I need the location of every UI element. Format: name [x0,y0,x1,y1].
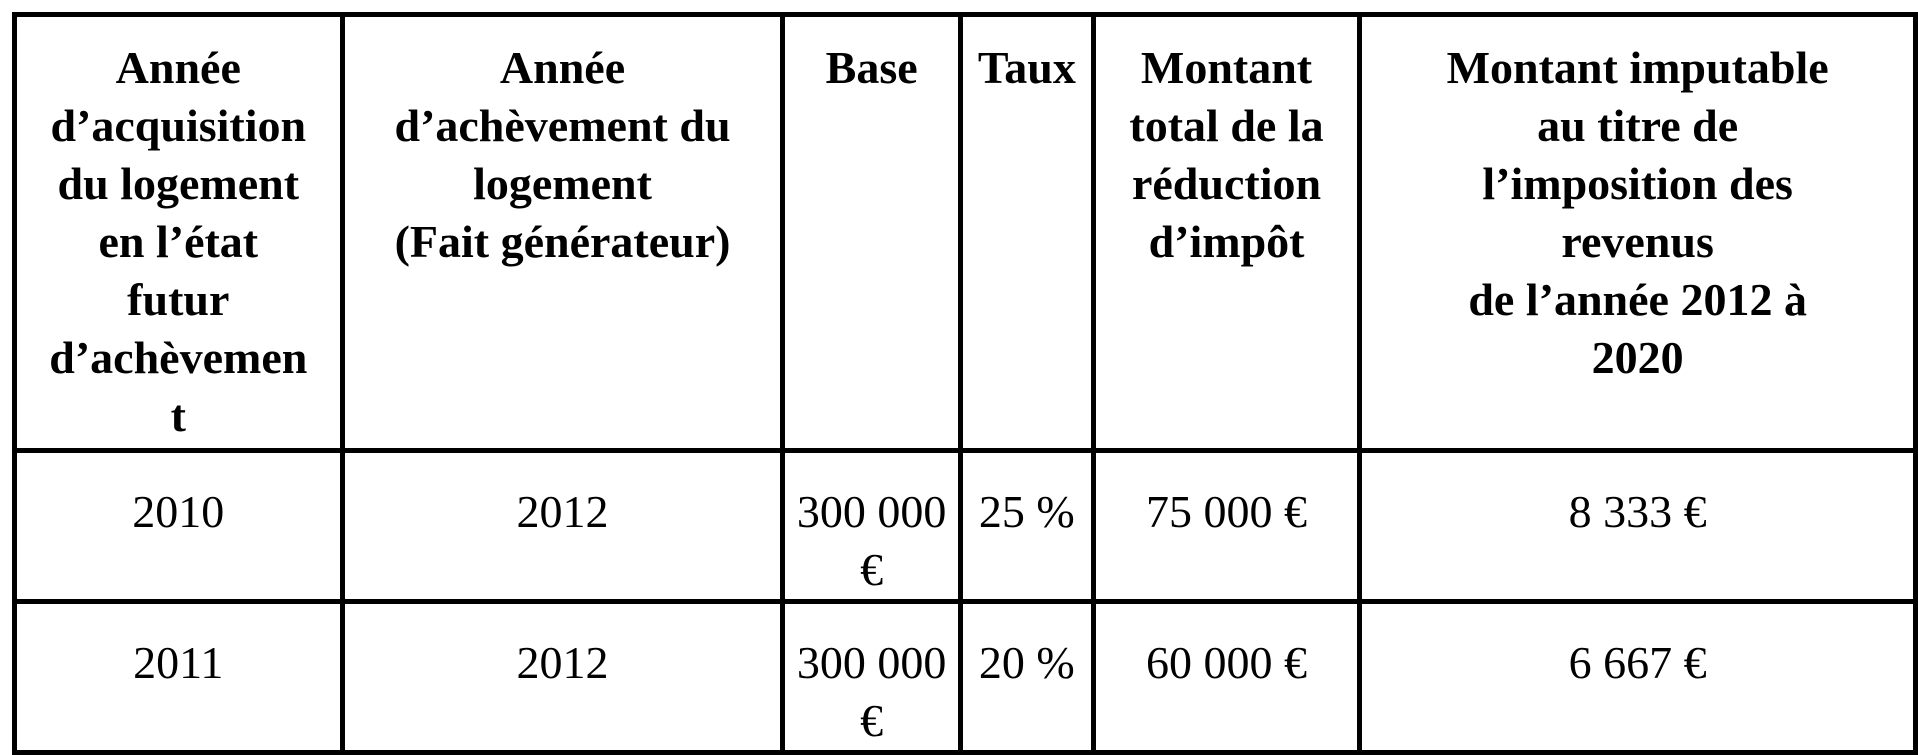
header-total-reduction [1093,15,1360,451]
cell-imputable-amount [1360,451,1916,602]
header-label: Montant imputable au titre de l’imposition des revenus de l’année 2012 à 2020 [1446,42,1829,383]
header-label: Taux [977,42,1076,93]
cell-rate [960,602,1093,753]
cell-completion-year [342,602,783,753]
cell-text: 2011 [133,637,224,688]
header-label: Montant total de la réduction d’impôt [1129,42,1324,267]
cell-text: 2012 [516,637,609,688]
cell-completion-year [342,451,783,602]
cell-text: 75 000 € [1146,486,1308,537]
table-header-row [15,15,1916,451]
header-rate [960,15,1093,451]
cell-text: 25 % [978,486,1075,537]
cell-acquisition-year [15,602,343,753]
cell-total-reduction [1093,602,1360,753]
header-label: Année d’achèvement du logement (Fait générateur) [394,42,731,267]
table-row [15,602,1916,753]
header-base [783,15,960,451]
cell-acquisition-year [15,451,343,602]
cell-imputable-amount [1360,602,1916,753]
cell-text: 20 % [978,637,1075,688]
cell-text: 60 000 € [1146,637,1308,688]
cell-text: 300 000 € [796,486,947,595]
table-row [15,451,1916,602]
header-imputable-amount [1360,15,1916,451]
cell-base [783,451,960,602]
cell-base [783,602,960,753]
cell-text: 2010 [132,486,225,537]
header-acquisition-year [15,15,343,451]
cell-total-reduction [1093,451,1360,602]
header-completion-year [342,15,783,451]
cell-rate [960,451,1093,602]
tax-reduction-table [12,12,1918,755]
header-label: Base [825,42,918,93]
cell-text: 8 333 € [1568,486,1707,537]
cell-text: 6 667 € [1568,637,1707,688]
cell-text: 300 000 € [796,637,947,746]
header-label: Année d’acquisition du logement en l’état futur d’achèvemen t [49,42,308,441]
cell-text: 2012 [516,486,609,537]
